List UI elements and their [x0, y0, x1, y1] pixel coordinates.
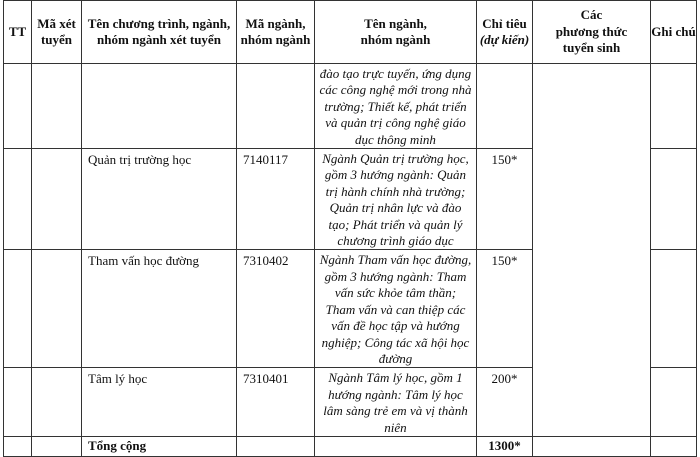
table-header-row	[4, 1, 697, 64]
header-program-line2: nhóm ngành xét tuyển	[97, 32, 221, 47]
cell-admission-code	[32, 368, 82, 437]
cell-major-code	[237, 64, 315, 149]
header-major-code-line1: Mã ngành,	[245, 15, 306, 31]
cell-program: Tham vấn học đường	[82, 250, 237, 368]
cell-major-description: Ngành Tham vấn học đường, gồm 3 hướng ngành: Tham vấn sức khỏe tâm thần; Tham vấn và can thiệp các vấn đề học tập và hướng nghiệp; Công tác xã hội học đường	[315, 250, 477, 368]
cell-admission-code	[32, 436, 82, 456]
header-major-name-line1: Tên ngành,	[364, 15, 427, 31]
header-program-name	[82, 1, 237, 64]
cell-admission-methods	[533, 436, 651, 456]
cell-tt	[4, 436, 32, 456]
cell-quota: 150*	[477, 250, 533, 368]
header-quota-line2: (dự kiến)	[479, 32, 530, 47]
cell-admission-methods	[533, 64, 651, 437]
header-admission-methods	[533, 1, 651, 64]
header-admission-code	[32, 1, 82, 64]
cell-quota: 200*	[477, 368, 533, 437]
cell-program	[82, 64, 237, 149]
cell-quota: 150*	[477, 149, 533, 250]
header-methods-line1: Các	[580, 7, 603, 23]
cell-tt	[4, 368, 32, 437]
cell-major-description	[315, 436, 477, 456]
total-value: 1300*	[477, 436, 533, 456]
cell-notes	[651, 149, 697, 250]
cell-major-description: đào tạo trực tuyến, ứng dụng các công nghệ mới trong nhà trường; Thiết kế, phát triển và quản trị công nghệ giáo dục thông minh	[315, 64, 477, 149]
total-row	[4, 436, 697, 456]
cell-major-code	[237, 436, 315, 456]
header-methods-line3: tuyển sinh	[562, 40, 621, 56]
cell-admission-code	[32, 64, 82, 149]
cell-tt	[4, 250, 32, 368]
cell-major-description: Ngành Tâm lý học, gồm 1 hướng ngành: Tâm lý học lâm sàng trẻ em và vị thành niên	[315, 368, 477, 437]
header-methods-line2: phương thức	[555, 23, 628, 39]
header-program-line1: Tên chương trình, ngành,	[87, 15, 231, 31]
cell-admission-code	[32, 149, 82, 250]
table-row	[4, 64, 697, 149]
cell-notes	[651, 64, 697, 149]
header-quota	[477, 1, 533, 64]
cell-notes	[651, 250, 697, 368]
header-major-name	[315, 1, 477, 64]
cell-tt	[4, 64, 32, 149]
header-notes: Ghi chú	[651, 1, 697, 64]
header-quota-line1: Chỉ tiêu	[482, 15, 527, 31]
total-label: Tổng cộng	[82, 436, 237, 456]
cell-major-description: Ngành Quản trị trường học, gồm 3 hướng ngành: Quản trị hành chính nhà trường; Quản trị nhân lực và đào tạo; Phát triển và quản lý chương trình giáo dục	[315, 149, 477, 250]
cell-program: Quản trị trường học	[82, 149, 237, 250]
cell-admission-code	[32, 250, 82, 368]
cell-major-code: 7310402	[237, 250, 315, 368]
header-admission-code-line2: tuyển	[40, 32, 73, 47]
header-major-code	[237, 1, 315, 64]
cell-notes	[651, 436, 697, 456]
cell-tt	[4, 149, 32, 250]
header-tt: TT	[4, 1, 32, 64]
cell-major-code: 7140117	[237, 149, 315, 250]
header-major-code-line2: nhóm ngành	[240, 32, 311, 47]
cell-program: Tâm lý học	[82, 368, 237, 437]
admissions-table	[3, 0, 697, 457]
cell-major-code: 7310401	[237, 368, 315, 437]
header-admission-code-line1: Mã xét	[37, 15, 76, 31]
header-major-name-line2: nhóm ngành	[360, 32, 431, 47]
cell-notes	[651, 368, 697, 437]
cell-quota	[477, 64, 533, 149]
